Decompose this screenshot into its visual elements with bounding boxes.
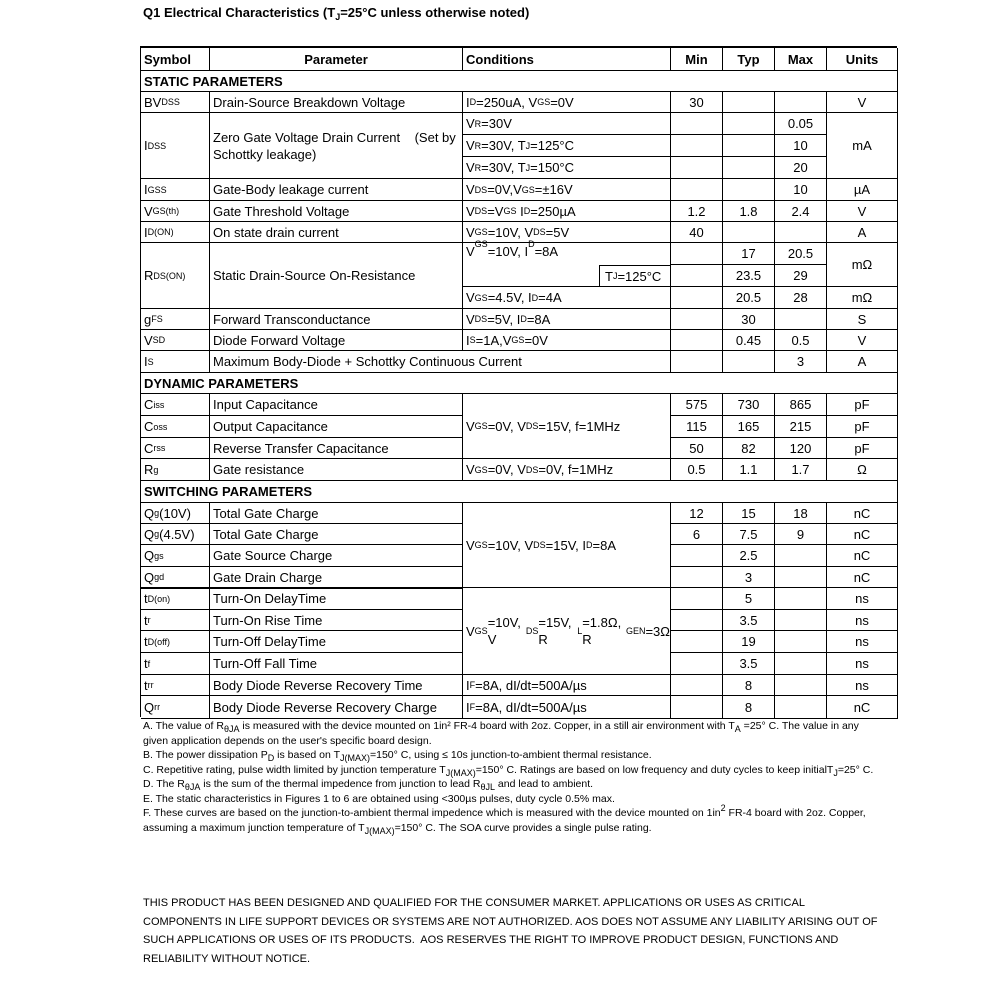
disclaimer: THIS PRODUCT HAS BEEN DESIGNED AND QUALIFIED FOR THE CONSUMER MARKET. APPLICATIONS OR USES AS CRITICAL COMPONENTS IN LIFE SUPPORT DEVICES OR SYSTEMS ARE NOT AUTHORIZED. AOS DOES NOT ASSUME ANY LIABILITY ARISING OUT OF SUCH APPLICATIONS OR USES OF ITS PRODUCTS. AOS RESERVES THE RIGHT TO IMPROVE PRODUCT DESIGN, FUNCTIONS AND RELIABILITY WITHOUT NOTICE. [143, 897, 878, 965]
vsd-typ: 0.45 [723, 330, 775, 351]
qgs-symbol: Q gs [141, 545, 210, 567]
qgs-max [775, 545, 827, 567]
rdson-max-2: 29 [775, 265, 827, 287]
gfs-parameter: Forward Transconductance [210, 309, 463, 330]
gfs-max [775, 309, 827, 330]
rdson-units-3: mΩ [827, 287, 898, 309]
bvdss-units: V [827, 92, 898, 113]
qg10-parameter: Total Gate Charge [210, 503, 463, 524]
qgs-min [671, 545, 723, 567]
rdson-condition-1: V GS =10V, I D =8A [463, 243, 671, 265]
tdon-min [671, 588, 723, 610]
tdoff-symbol: t D(off) [141, 631, 210, 653]
qrr-symbol: Q rr [141, 696, 210, 719]
crss-typ: 82 [723, 438, 775, 459]
tr-parameter: Turn-On Rise Time [210, 610, 463, 631]
trr-max [775, 675, 827, 696]
qrr-max [775, 696, 827, 719]
qg10-min: 12 [671, 503, 723, 524]
is-min [671, 351, 723, 373]
qg45-symbol: Q g (4.5V) [141, 524, 210, 545]
idss-max-1: 0.05 [775, 113, 827, 135]
vsd-units: V [827, 330, 898, 351]
footnote: B. The power dissipation $P_D$ is based on $T_{J(MAX)}=150^\circ$ C, using ≤ 10s junction-to-ambient thermal resistance. [143, 749, 652, 763]
rg-symbol: R g [141, 459, 210, 481]
bvdss-typ [723, 92, 775, 113]
crss-min: 50 [671, 438, 723, 459]
qgd-symbol: Q gd [141, 567, 210, 588]
idss-min-1 [671, 113, 723, 135]
section-dynamic: DYNAMIC PARAMETERS [141, 373, 898, 394]
vgsth-min: 1.2 [671, 201, 723, 222]
qgs-units: nC [827, 545, 898, 567]
coss-units: pF [827, 416, 898, 438]
footnote: F. These curves are based on the junction-to-ambient thermal impedence which is measured with the device mounted on $1in^2$ FR-4 board with 2oz. Copper, assuming a maximum junction temperature of $T_{J(MAX)}=150^\circ$ C. The SOA curve provides a single pulse rating. [143, 803, 866, 836]
qg10-symbol: Q g (10V) [141, 503, 210, 524]
bvdss-symbol: BV DSS [141, 92, 210, 113]
idss-condition-1: V R =30V [463, 113, 671, 135]
ciss-symbol: C iss [141, 394, 210, 416]
tr-units: ns [827, 610, 898, 631]
is-units: A [827, 351, 898, 373]
vgsth-max: 2.4 [775, 201, 827, 222]
rdson-condition-2: T J =125°C [599, 265, 670, 286]
gate-charge-conditions: V GS =10V, V DS =15V, I D =8A [463, 503, 671, 588]
electrical-characteristics-table [140, 46, 897, 717]
vgsth-parameter: Gate Threshold Voltage [210, 201, 463, 222]
idon-symbol: I D(ON) [141, 222, 210, 243]
idon-conditions: V GS =10V, V DS =5V [463, 222, 671, 243]
header-conditions: Conditions [463, 48, 671, 71]
tr-min [671, 610, 723, 631]
qgd-min [671, 567, 723, 588]
rg-units: Ω [827, 459, 898, 481]
trr-units: ns [827, 675, 898, 696]
tf-max [775, 653, 827, 675]
qgd-units: nC [827, 567, 898, 588]
tf-typ: 3.5 [723, 653, 775, 675]
tr-max [775, 610, 827, 631]
rdson-min-3 [671, 287, 723, 309]
idss-condition-2: V R =30V, T J =125°C [463, 135, 671, 157]
igss-conditions: V DS =0V,V GS =±16V [463, 179, 671, 201]
idon-min: 40 [671, 222, 723, 243]
ciss-max: 865 [775, 394, 827, 416]
coss-min: 115 [671, 416, 723, 438]
header-units: Units [827, 48, 898, 71]
idss-symbol: I DSS [141, 113, 210, 179]
switching-conditions: V GS =10V, V DS =15V, R L =1.8Ω, R GEN =3Ω [463, 588, 671, 675]
idss-parameter: Zero Gate Voltage Drain Current (Set by Schottky leakage) [210, 113, 463, 179]
header-min: Min [671, 48, 723, 71]
idss-max-3: 20 [775, 157, 827, 179]
qrr-conditions: I F =8A, dI/dt=500A/µs [463, 696, 671, 719]
idon-parameter: On state drain current [210, 222, 463, 243]
crss-parameter: Reverse Transfer Capacitance [210, 438, 463, 459]
idss-typ-3 [723, 157, 775, 179]
igss-max: 10 [775, 179, 827, 201]
footnote: A. The value of $R_{\theta JA}$ is measured with the device mounted on 1in² FR-4 board with 2oz. Copper, in a still air environment with $T_A =25^\circ$ C. The value in any given application depends on the user's specific board design. [143, 720, 859, 747]
coss-parameter: Output Capacitance [210, 416, 463, 438]
qgs-typ: 2.5 [723, 545, 775, 567]
bvdss-parameter: Drain-Source Breakdown Voltage [210, 92, 463, 113]
qrr-min [671, 696, 723, 719]
rdson-typ-2: 23.5 [723, 265, 775, 287]
header-parameter: Parameter [210, 48, 463, 71]
header-max: Max [775, 48, 827, 71]
page-title: Q1 Electrical Characteristics ($T_J=25^\circ C$ unless otherwise noted) [143, 5, 530, 22]
igss-typ [723, 179, 775, 201]
trr-min [671, 675, 723, 696]
idss-typ-1 [723, 113, 775, 135]
idss-min-2 [671, 135, 723, 157]
rdson-symbol: R DS(ON) [141, 243, 210, 309]
bvdss-max [775, 92, 827, 113]
qg45-parameter: Total Gate Charge [210, 524, 463, 545]
coss-typ: 165 [723, 416, 775, 438]
tr-symbol: t r [141, 610, 210, 631]
tf-parameter: Turn-Off Fall Time [210, 653, 463, 675]
idss-typ-2 [723, 135, 775, 157]
qg45-typ: 7.5 [723, 524, 775, 545]
vsd-min [671, 330, 723, 351]
vgsth-units: V [827, 201, 898, 222]
rdson-max-1: 20.5 [775, 243, 827, 265]
rdson-max-3: 28 [775, 287, 827, 309]
qg45-units: nC [827, 524, 898, 545]
section-static: STATIC PARAMETERS [141, 71, 898, 92]
igss-symbol: I GSS [141, 179, 210, 201]
igss-parameter: Gate-Body leakage current [210, 179, 463, 201]
qg45-min: 6 [671, 524, 723, 545]
gfs-typ: 30 [723, 309, 775, 330]
vsd-conditions: I S =1A,V GS =0V [463, 330, 671, 351]
header-typ: Typ [723, 48, 775, 71]
ciss-units: pF [827, 394, 898, 416]
vgsth-typ: 1.8 [723, 201, 775, 222]
vsd-symbol: V SD [141, 330, 210, 351]
qgd-typ: 3 [723, 567, 775, 588]
rg-min: 0.5 [671, 459, 723, 481]
qg10-max: 18 [775, 503, 827, 524]
rdson-typ-1: 17 [723, 243, 775, 265]
qgs-parameter: Gate Source Charge [210, 545, 463, 567]
qgd-max [775, 567, 827, 588]
qg45-max: 9 [775, 524, 827, 545]
vsd-parameter: Diode Forward Voltage [210, 330, 463, 351]
tdon-symbol: t D(on) [141, 588, 210, 610]
capacitance-conditions: V GS =0V, V DS =15V, f=1MHz [463, 394, 671, 459]
vgsth-symbol: V GS(th) [141, 201, 210, 222]
footnote: E. The static characteristics in Figures 1 to 6 are obtained using <300µs pulses, duty cycle 0.5% max. [143, 792, 615, 805]
idon-typ [723, 222, 775, 243]
vgsth-conditions: V DS =V GS I D =250µA [463, 201, 671, 222]
ciss-typ: 730 [723, 394, 775, 416]
ciss-parameter: Input Capacitance [210, 394, 463, 416]
tdoff-units: ns [827, 631, 898, 653]
trr-symbol: t rr [141, 675, 210, 696]
rdson-parameter: Static Drain-Source On-Resistance [210, 243, 463, 309]
is-symbol: I S [141, 351, 210, 373]
rdson-min-1 [671, 243, 723, 265]
coss-max: 215 [775, 416, 827, 438]
qrr-typ: 8 [723, 696, 775, 719]
is-typ [723, 351, 775, 373]
rg-parameter: Gate resistance [210, 459, 463, 481]
footnotes [143, 719, 883, 835]
tdoff-typ: 19 [723, 631, 775, 653]
tdoff-min [671, 631, 723, 653]
ciss-min: 575 [671, 394, 723, 416]
idss-max-2: 10 [775, 135, 827, 157]
bvdss-conditions: I D =250uA, V GS =0V [463, 92, 671, 113]
idon-max [775, 222, 827, 243]
qg10-typ: 15 [723, 503, 775, 524]
header-symbol: Symbol [141, 48, 210, 71]
crss-units: pF [827, 438, 898, 459]
tdoff-parameter: Turn-Off DelayTime [210, 631, 463, 653]
rdson-condition-3: V GS =4.5V, I D =4A [463, 287, 671, 309]
gfs-units: S [827, 309, 898, 330]
rg-conditions: V GS =0V, V DS =0V, f=1MHz [463, 459, 671, 481]
footnote: C. Repetitive rating, pulse width limited by junction temperature $T_{J(MAX)}=150^\circ$ C. Ratings are based on low frequency and duty cycles to keep initialT$_J$=25° C. [143, 763, 874, 778]
trr-parameter: Body Diode Reverse Recovery Time [210, 675, 463, 696]
idss-min-3 [671, 157, 723, 179]
qgd-parameter: Gate Drain Charge [210, 567, 463, 588]
vsd-max: 0.5 [775, 330, 827, 351]
qrr-units: nC [827, 696, 898, 719]
tr-typ: 3.5 [723, 610, 775, 631]
tf-units: ns [827, 653, 898, 675]
rg-max: 1.7 [775, 459, 827, 481]
gfs-symbol: g FS [141, 309, 210, 330]
idon-units: A [827, 222, 898, 243]
rg-typ: 1.1 [723, 459, 775, 481]
igss-units: µA [827, 179, 898, 201]
crss-max: 120 [775, 438, 827, 459]
idss-units: mA [827, 113, 898, 179]
tf-symbol: t f [141, 653, 210, 675]
tdon-units: ns [827, 588, 898, 610]
qrr-parameter: Body Diode Reverse Recovery Charge [210, 696, 463, 719]
tdoff-max [775, 631, 827, 653]
trr-conditions: I F =8A, dI/dt=500A/µs [463, 675, 671, 696]
coss-symbol: C oss [141, 416, 210, 438]
gfs-conditions: V DS =5V, I D =8A [463, 309, 671, 330]
gfs-min [671, 309, 723, 330]
idss-condition-3: V R =30V, T J =150°C [463, 157, 671, 179]
rdson-min-2 [671, 265, 723, 287]
tdon-max [775, 588, 827, 610]
is-parameter: Maximum Body-Diode + Schottky Continuous Current [210, 351, 671, 373]
rdson-condition-2-wrapper [463, 265, 671, 287]
rdson-units-1: mΩ [827, 243, 898, 287]
qg10-units: nC [827, 503, 898, 524]
is-max: 3 [775, 351, 827, 373]
separator-line [141, 587, 463, 589]
trr-typ: 8 [723, 675, 775, 696]
section-switching: SWITCHING PARAMETERS [141, 481, 898, 503]
rdson-typ-3: 20.5 [723, 287, 775, 309]
tdon-typ: 5 [723, 588, 775, 610]
tf-min [671, 653, 723, 675]
igss-min [671, 179, 723, 201]
tdon-parameter: Turn-On DelayTime [210, 588, 463, 610]
bvdss-min: 30 [671, 92, 723, 113]
crss-symbol: C rss [141, 438, 210, 459]
footnote: D. The $R_{\theta JA}$ is the sum of the thermal impedence from junction to lead $R_{\theta JL}$ and lead to ambient. [143, 778, 594, 792]
